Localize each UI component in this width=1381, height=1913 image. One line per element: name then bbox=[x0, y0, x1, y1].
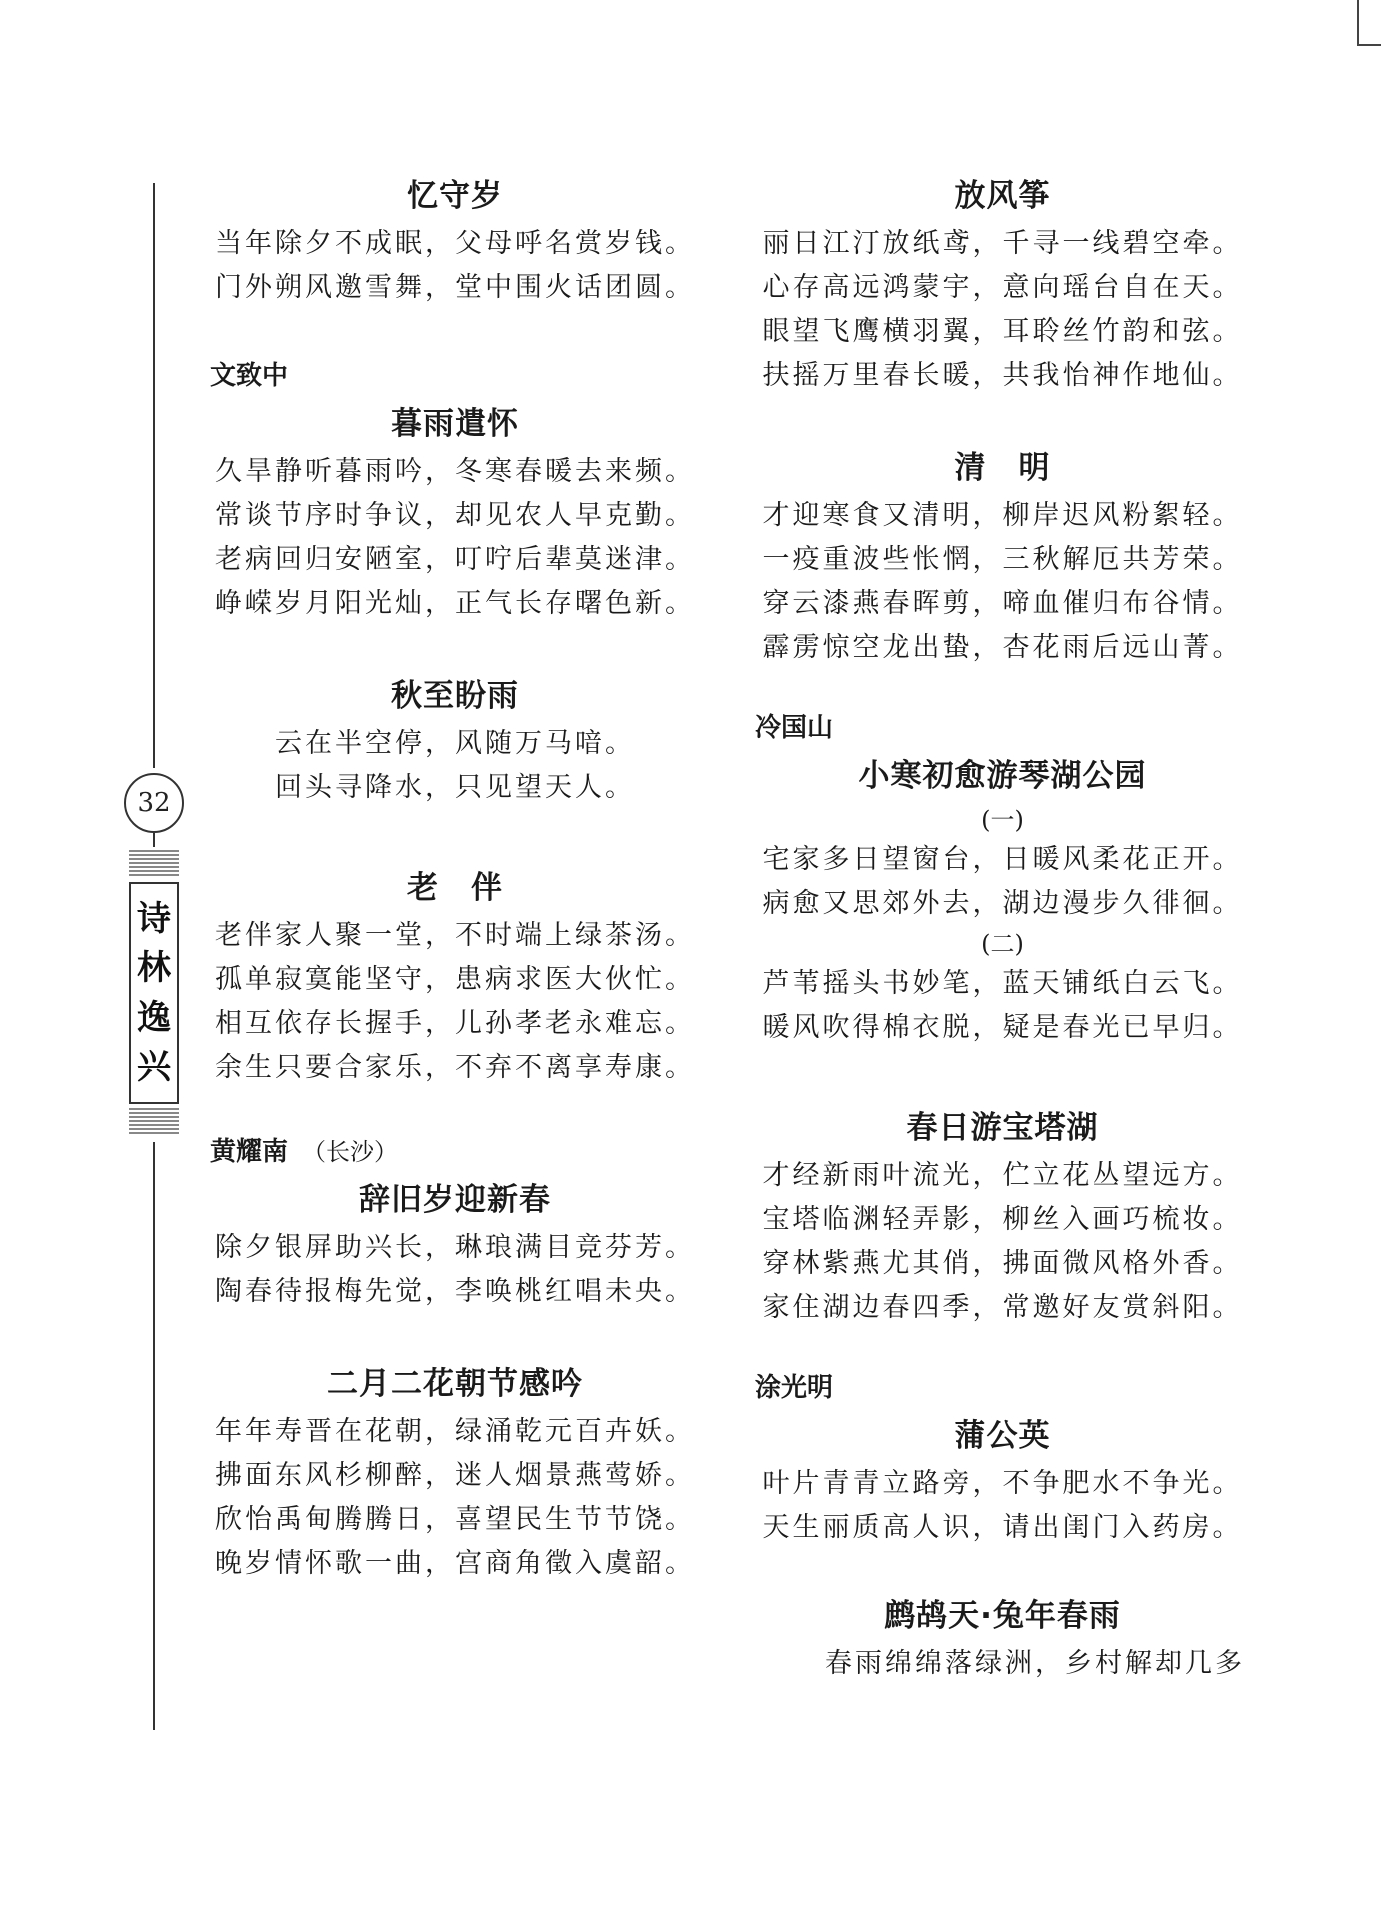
left-column bbox=[210, 170, 700, 1586]
poem-line: 天生丽质高人识，请出闺门入药房。 bbox=[762, 1512, 1243, 1543]
author-name: 文致中 bbox=[210, 361, 289, 391]
poem-line: 晚岁情怀歌一曲，宫商角徵入虞韶。 bbox=[215, 1548, 695, 1579]
poem-line: 门外朔风邀雪舞，堂中围火话团圆。 bbox=[215, 272, 695, 303]
poem-line: 春雨绵绵落绿洲，乡村解却几多 bbox=[825, 1648, 1245, 1679]
page-corner-mark bbox=[1357, 0, 1381, 46]
section-label-box bbox=[129, 882, 179, 1104]
poem bbox=[210, 170, 700, 310]
poem-line: 陶春待报梅先觉，李唤桃红唱未央。 bbox=[215, 1276, 695, 1307]
poem-line: 心存高远鸿蒙宇，意向瑶台自在天。 bbox=[762, 272, 1243, 303]
poem-title: 小寒初愈游琴湖公园 bbox=[858, 758, 1147, 794]
poem-line: 老病回归安陋室，叮咛后辈莫迷津。 bbox=[215, 544, 695, 575]
poem-line: 老伴家人聚一堂，不时端上绿茶汤。 bbox=[215, 920, 695, 951]
poem-title: 放风筝 bbox=[954, 178, 1051, 214]
poem-title: 暮雨遣怀 bbox=[391, 406, 519, 442]
poem-line: 才经新雨叶流光，伫立花丛望远方。 bbox=[762, 1160, 1243, 1191]
poem-line: 扶摇万里春长暖，共我怡神作地仙。 bbox=[762, 360, 1243, 391]
poem bbox=[755, 1410, 1250, 1550]
section-band-bottom bbox=[129, 1108, 179, 1136]
poem-title: 秋至盼雨 bbox=[391, 678, 519, 714]
poem-part-label: (一) bbox=[981, 806, 1024, 834]
margin-rule-top bbox=[153, 183, 155, 768]
poem-line: 芦苇摇头书妙笔，蓝天铺纸白云飞。 bbox=[762, 968, 1243, 999]
poem-line: 相互依存长握手，儿孙孝老永难忘。 bbox=[215, 1008, 695, 1039]
poem bbox=[210, 1358, 700, 1586]
page-number: 32 bbox=[124, 773, 184, 833]
poem-line: 一疫重波些怅惘，三秋解厄共芳荣。 bbox=[762, 544, 1243, 575]
author-name: 冷国山 bbox=[755, 713, 834, 743]
poem-title: 清 明 bbox=[954, 450, 1051, 486]
section-char: 兴 bbox=[137, 1047, 171, 1088]
right-column bbox=[755, 170, 1250, 1686]
section-char: 逸 bbox=[137, 997, 171, 1038]
poem-line: 除夕银屏助兴长，琳琅满目竞芬芳。 bbox=[215, 1232, 695, 1263]
poem-title: 蒲公英 bbox=[954, 1418, 1051, 1454]
poem-line: 病愈又思郊外去，湖边漫步久徘徊。 bbox=[762, 888, 1243, 919]
poem-line: 家住湖边春四季，常邀好友赏斜阳。 bbox=[762, 1292, 1243, 1323]
poem-title: 辞旧岁迎新春 bbox=[359, 1182, 551, 1218]
poem-line: 峥嵘岁月阳光灿，正气长存曙色新。 bbox=[215, 588, 695, 619]
poem-line: 眼望飞鹰横羽翼，耳聆丝竹韵和弦。 bbox=[762, 316, 1243, 347]
author-name bbox=[210, 1130, 700, 1174]
poem-line: 年年寿晋在花朝，绿涌乾元百卉妖。 bbox=[215, 1416, 695, 1447]
poem-line: 才迎寒食又清明，柳岸迟风粉絮轻。 bbox=[762, 500, 1243, 531]
poem-line: 暖风吹得棉衣脱，疑是春光已早归。 bbox=[762, 1012, 1243, 1043]
poem bbox=[755, 1590, 1250, 1686]
poem bbox=[755, 750, 1250, 1050]
poem-line: 余生只要合家乐，不弃不离享寿康。 bbox=[215, 1052, 695, 1083]
poem-line: 常谈节序时争议，却见农人早克勤。 bbox=[215, 500, 695, 531]
poem bbox=[210, 1174, 700, 1314]
poem-line: 云在半空停，风随万马喑。 bbox=[275, 728, 635, 759]
margin-rule-mid bbox=[153, 833, 155, 847]
poem-title: 二月二花朝节感吟 bbox=[327, 1366, 583, 1402]
poem-line: 欣怡禹甸腾腾日，喜望民生节节饶。 bbox=[215, 1504, 695, 1535]
section-char: 诗 bbox=[137, 898, 171, 939]
poem bbox=[755, 442, 1250, 670]
poem-line: 回头寻降水，只见望天人。 bbox=[275, 772, 635, 803]
poem-title: 春日游宝塔湖 bbox=[906, 1110, 1099, 1146]
section-band-top bbox=[129, 850, 179, 878]
margin-rule-bottom bbox=[153, 1142, 155, 1730]
author-name: 涂光明 bbox=[755, 1373, 834, 1403]
poem-line: 宅家多日望窗台，日暖风柔花正开。 bbox=[762, 844, 1243, 875]
poem-line: 穿云漆燕春晖剪，啼血催归布谷情。 bbox=[762, 588, 1243, 619]
section-char: 林 bbox=[137, 948, 171, 989]
poem bbox=[210, 398, 700, 626]
poem-title: 鹧鸪天·兔年春雨 bbox=[884, 1598, 1121, 1634]
author-name-text: 黄耀南 bbox=[210, 1137, 289, 1167]
poem bbox=[210, 670, 700, 810]
poem-line: 穿林紫燕尤其俏，拂面微风格外香。 bbox=[762, 1248, 1243, 1279]
poem-line: 丽日江汀放纸鸢，千寻一线碧空牵。 bbox=[762, 228, 1243, 259]
poem bbox=[755, 170, 1250, 398]
poem-part-label: (二) bbox=[981, 930, 1024, 958]
poem bbox=[210, 862, 700, 1090]
author-place: （长沙） bbox=[302, 1138, 399, 1166]
poem-line: 霹雳惊空龙出蛰，杏花雨后远山菁。 bbox=[762, 632, 1243, 663]
poem-line: 宝塔临渊轻弄影，柳丝入画巧梳妆。 bbox=[762, 1204, 1243, 1235]
poem-line: 拂面东风杉柳醉，迷人烟景燕莺娇。 bbox=[215, 1460, 695, 1491]
poem-line: 孤单寂寞能坚守，患病求医大伙忙。 bbox=[215, 964, 695, 995]
poem-line: 当年除夕不成眠，父母呼名赏岁钱。 bbox=[215, 228, 695, 259]
poem-line: 久旱静听暮雨吟，冬寒春暖去来频。 bbox=[215, 456, 695, 487]
poem-title: 忆守岁 bbox=[407, 178, 503, 214]
poem-line: 叶片青青立路旁，不争肥水不争光。 bbox=[762, 1468, 1243, 1499]
poem-title: 老 伴 bbox=[407, 870, 503, 906]
poem bbox=[755, 1102, 1250, 1330]
